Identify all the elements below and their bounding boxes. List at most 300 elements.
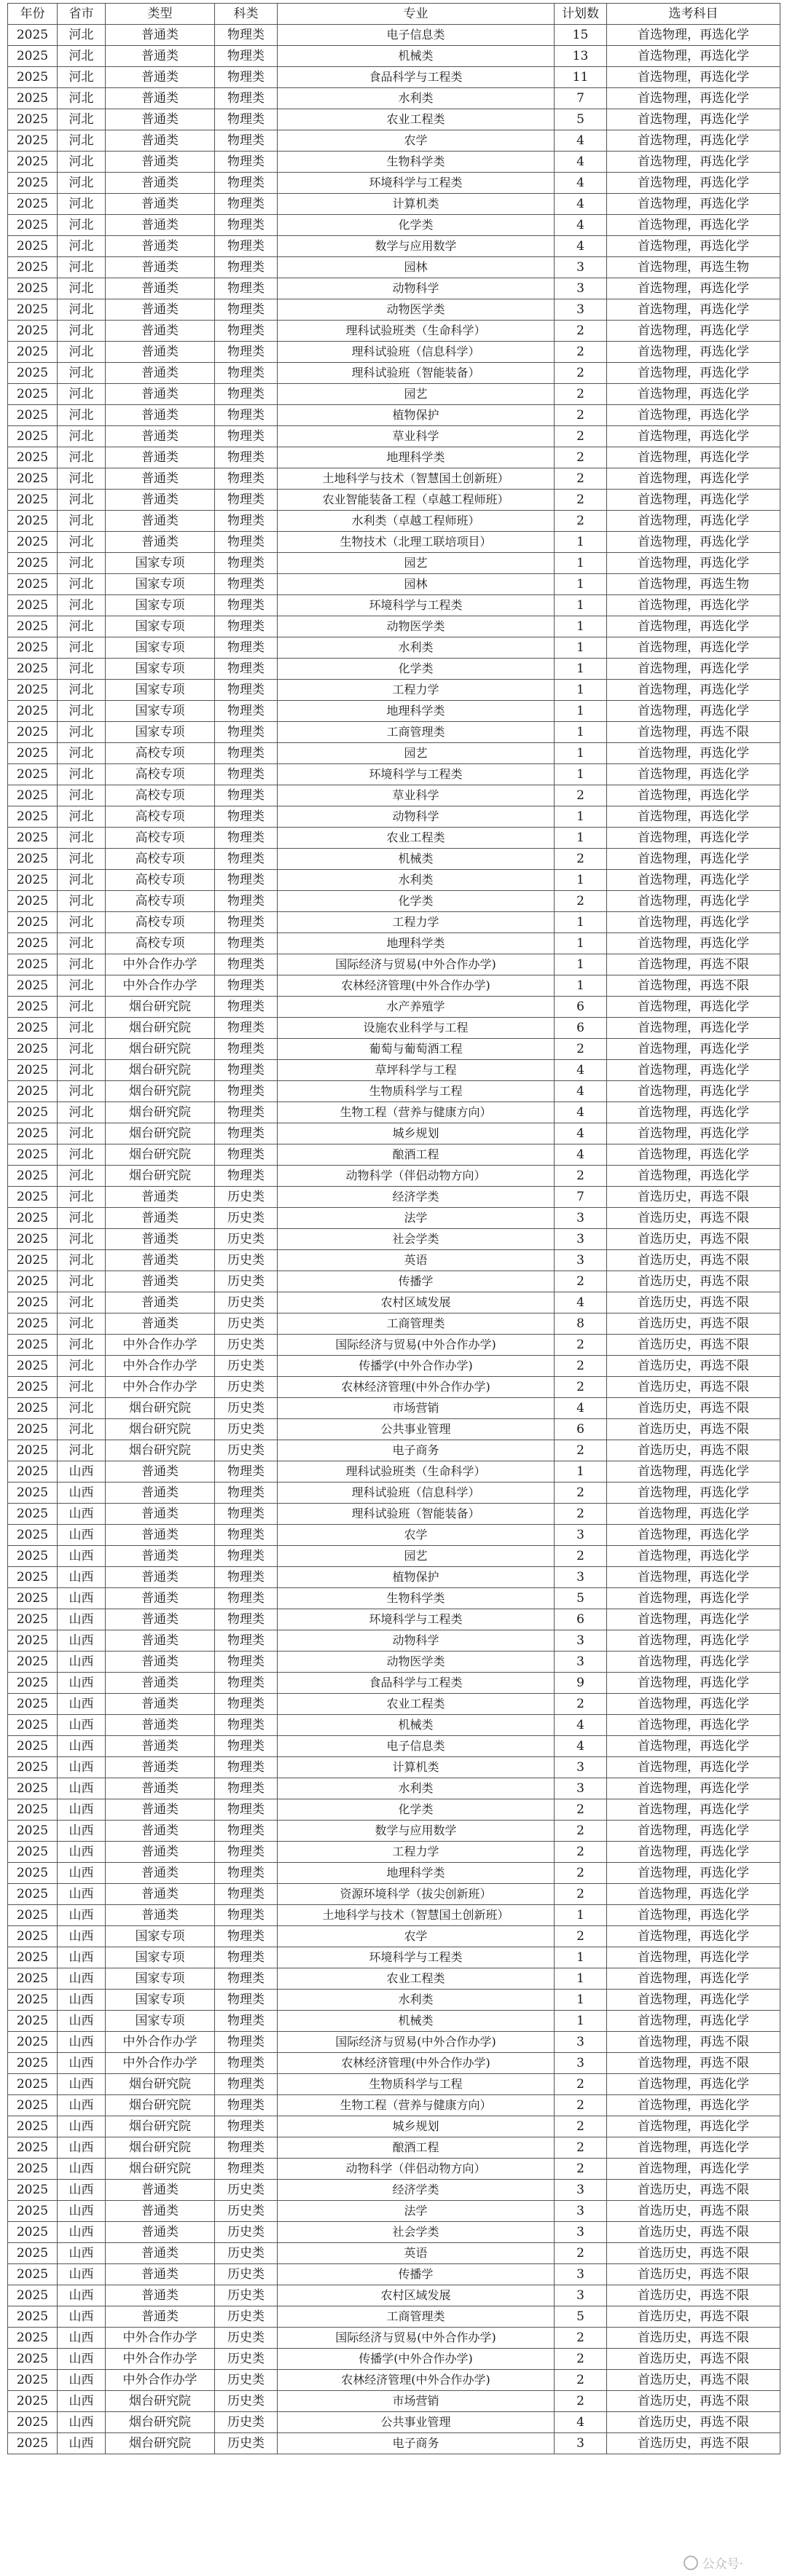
- cell-plan-count: 1: [555, 912, 607, 933]
- table-row: [8, 1483, 780, 1504]
- cell-subject-requirement: 首选物理，再选不限: [607, 722, 780, 743]
- cell-province: 河北: [58, 384, 106, 405]
- cell-category: 历史类: [215, 2328, 278, 2349]
- table-row: [8, 1229, 780, 1250]
- cell-plan-count: 4: [555, 1292, 607, 1313]
- cell-year: 2025: [8, 764, 58, 785]
- cell-year: 2025: [8, 1990, 58, 2011]
- table-row: [8, 975, 780, 997]
- table-row: [8, 933, 780, 954]
- cell-category: 物理类: [215, 426, 278, 447]
- table-row: [8, 1313, 780, 1335]
- cell-subject-requirement: 首选历史，再选不限: [607, 2391, 780, 2412]
- cell-major: 生物质科学与工程: [278, 1081, 555, 1102]
- cell-category: 历史类: [215, 1398, 278, 1419]
- cell-type: 普通类: [106, 236, 215, 257]
- cell-year: 2025: [8, 1419, 58, 1440]
- cell-type: 普通类: [106, 1884, 215, 1905]
- cell-major: 园艺: [278, 553, 555, 574]
- cell-major: 动物科学: [278, 1630, 555, 1652]
- cell-major: 资源环境科学（拔尖创新班）: [278, 1884, 555, 1905]
- cell-province: 河北: [58, 891, 106, 912]
- cell-year: 2025: [8, 426, 58, 447]
- cell-plan-count: 1: [555, 553, 607, 574]
- cell-major: 水利类: [278, 1778, 555, 1799]
- cell-major: 水利类: [278, 870, 555, 891]
- cell-type: 普通类: [106, 1292, 215, 1313]
- table-row: [8, 1187, 780, 1208]
- cell-major: 植物保护: [278, 405, 555, 426]
- cell-plan-count: 2: [555, 785, 607, 806]
- table-row: [8, 1757, 780, 1778]
- cell-year: 2025: [8, 109, 58, 130]
- cell-plan-count: 4: [555, 1715, 607, 1736]
- cell-major: 城乡规划: [278, 2116, 555, 2137]
- cell-plan-count: 3: [555, 1250, 607, 1271]
- cell-year: 2025: [8, 1504, 58, 1525]
- cell-category: 物理类: [215, 553, 278, 574]
- cell-category: 物理类: [215, 806, 278, 828]
- cell-subject-requirement: 首选历史，再选不限: [607, 2306, 780, 2328]
- cell-province: 河北: [58, 849, 106, 870]
- cell-subject-requirement: 首选物理，再选化学: [607, 1884, 780, 1905]
- cell-subject-requirement: 首选物理，再选化学: [607, 1863, 780, 1884]
- wechat-icon: [684, 2556, 698, 2570]
- cell-plan-count: 1: [555, 1905, 607, 1926]
- cell-type: 普通类: [106, 1546, 215, 1567]
- table-row: [8, 1271, 780, 1292]
- cell-major: 传播学: [278, 2264, 555, 2285]
- cell-province: 河北: [58, 1060, 106, 1081]
- cell-type: 普通类: [106, 215, 215, 236]
- cell-year: 2025: [8, 701, 58, 722]
- cell-category: 物理类: [215, 1567, 278, 1588]
- cell-plan-count: 3: [555, 257, 607, 278]
- cell-major: 食品科学与工程类: [278, 67, 555, 88]
- cell-category: 物理类: [215, 849, 278, 870]
- cell-type: 高校专项: [106, 764, 215, 785]
- cell-province: 山西: [58, 1905, 106, 1926]
- cell-category: 物理类: [215, 722, 278, 743]
- cell-plan-count: 2: [555, 1166, 607, 1187]
- table-row: [8, 1863, 780, 1884]
- cell-category: 物理类: [215, 1863, 278, 1884]
- cell-year: 2025: [8, 975, 58, 997]
- cell-subject-requirement: 首选物理，再选化学: [607, 1968, 780, 1990]
- cell-type: 普通类: [106, 257, 215, 278]
- cell-category: 物理类: [215, 1926, 278, 1947]
- cell-category: 历史类: [215, 2391, 278, 2412]
- cell-category: 物理类: [215, 342, 278, 363]
- cell-type: 普通类: [106, 342, 215, 363]
- cell-subject-requirement: 首选物理，再选化学: [607, 1821, 780, 1842]
- cell-category: 历史类: [215, 1377, 278, 1398]
- table-row: [8, 236, 780, 257]
- cell-major: 水利类: [278, 88, 555, 109]
- cell-province: 山西: [58, 2349, 106, 2370]
- cell-province: 山西: [58, 2201, 106, 2222]
- table-row: [8, 1250, 780, 1271]
- cell-subject-requirement: 首选历史，再选不限: [607, 1313, 780, 1335]
- cell-category: 物理类: [215, 1461, 278, 1483]
- cell-major: 动物医学类: [278, 299, 555, 321]
- cell-year: 2025: [8, 1715, 58, 1736]
- cell-province: 河北: [58, 1419, 106, 1440]
- cell-type: 国家专项: [106, 1990, 215, 2011]
- table-row: [8, 215, 780, 236]
- table-row: [8, 2412, 780, 2433]
- cell-province: 河北: [58, 130, 106, 152]
- cell-category: 历史类: [215, 1271, 278, 1292]
- cell-subject-requirement: 首选物理，再选化学: [607, 891, 780, 912]
- cell-subject-requirement: 首选物理，再选化学: [607, 1546, 780, 1567]
- cell-year: 2025: [8, 828, 58, 849]
- cell-subject-requirement: 首选物理，再选化学: [607, 299, 780, 321]
- cell-type: 普通类: [106, 1905, 215, 1926]
- cell-type: 高校专项: [106, 912, 215, 933]
- cell-major: 草业科学: [278, 785, 555, 806]
- cell-subject-requirement: 首选物理，再选化学: [607, 680, 780, 701]
- cell-year: 2025: [8, 25, 58, 46]
- cell-major: 动物医学类: [278, 616, 555, 637]
- cell-province: 河北: [58, 997, 106, 1018]
- cell-major: 社会学类: [278, 2222, 555, 2243]
- cell-plan-count: 2: [555, 1863, 607, 1884]
- cell-year: 2025: [8, 891, 58, 912]
- cell-year: 2025: [8, 278, 58, 299]
- cell-subject-requirement: 首选物理，再选化学: [607, 553, 780, 574]
- cell-subject-requirement: 首选物理，再选化学: [607, 2137, 780, 2159]
- cell-year: 2025: [8, 616, 58, 637]
- cell-major: 农林经济管理(中外合作办学): [278, 975, 555, 997]
- cell-province: 山西: [58, 1504, 106, 1525]
- cell-type: 烟台研究院: [106, 2412, 215, 2433]
- cell-subject-requirement: 首选物理，再选生物: [607, 257, 780, 278]
- cell-plan-count: 3: [555, 1652, 607, 1673]
- cell-subject-requirement: 首选物理，再选化学: [607, 426, 780, 447]
- cell-category: 物理类: [215, 2116, 278, 2137]
- cell-province: 河北: [58, 1018, 106, 1039]
- cell-subject-requirement: 首选物理，再选化学: [607, 764, 780, 785]
- cell-type: 普通类: [106, 1229, 215, 1250]
- cell-year: 2025: [8, 405, 58, 426]
- cell-subject-requirement: 首选历史，再选不限: [607, 2370, 780, 2391]
- cell-province: 河北: [58, 870, 106, 891]
- cell-plan-count: 3: [555, 2032, 607, 2053]
- cell-subject-requirement: 首选物理，再选化学: [607, 828, 780, 849]
- header-row: [8, 4, 780, 25]
- cell-type: 高校专项: [106, 891, 215, 912]
- cell-province: 山西: [58, 2159, 106, 2180]
- cell-plan-count: 11: [555, 67, 607, 88]
- cell-type: 烟台研究院: [106, 2391, 215, 2412]
- cell-year: 2025: [8, 257, 58, 278]
- cell-type: 普通类: [106, 1715, 215, 1736]
- cell-year: 2025: [8, 1483, 58, 1504]
- table-row: [8, 1419, 780, 1440]
- cell-plan-count: 13: [555, 46, 607, 67]
- table-row: [8, 1335, 780, 1356]
- cell-province: 山西: [58, 2032, 106, 2053]
- cell-subject-requirement: 首选历史，再选不限: [607, 2264, 780, 2285]
- cell-plan-count: 2: [555, 1335, 607, 1356]
- cell-subject-requirement: 首选物理，再选化学: [607, 1694, 780, 1715]
- cell-type: 普通类: [106, 2222, 215, 2243]
- cell-plan-count: 1: [555, 975, 607, 997]
- cell-province: 河北: [58, 215, 106, 236]
- cell-subject-requirement: 首选物理，再选化学: [607, 1567, 780, 1588]
- cell-plan-count: 1: [555, 680, 607, 701]
- table-row: [8, 1588, 780, 1609]
- cell-major: 水产养殖学: [278, 997, 555, 1018]
- cell-major: 农业工程类: [278, 1968, 555, 1990]
- cell-type: 国家专项: [106, 680, 215, 701]
- cell-province: 山西: [58, 1778, 106, 1799]
- table-row: [8, 426, 780, 447]
- cell-type: 中外合作办学: [106, 1377, 215, 1398]
- cell-province: 山西: [58, 1863, 106, 1884]
- cell-year: 2025: [8, 2243, 58, 2264]
- cell-province: 河北: [58, 1229, 106, 1250]
- cell-major: 农林经济管理(中外合作办学): [278, 2053, 555, 2074]
- cell-province: 河北: [58, 426, 106, 447]
- cell-category: 历史类: [215, 2349, 278, 2370]
- table-row: [8, 553, 780, 574]
- cell-type: 普通类: [106, 1630, 215, 1652]
- cell-subject-requirement: 首选物理，再选化学: [607, 173, 780, 194]
- table-row: [8, 1630, 780, 1652]
- cell-province: 山西: [58, 1926, 106, 1947]
- cell-subject-requirement: 首选物理，再选化学: [607, 278, 780, 299]
- cell-type: 普通类: [106, 532, 215, 553]
- cell-category: 物理类: [215, 1504, 278, 1525]
- cell-subject-requirement: 首选物理，再选化学: [607, 1842, 780, 1863]
- cell-plan-count: 2: [555, 363, 607, 384]
- table-row: [8, 468, 780, 490]
- cell-subject-requirement: 首选历史，再选不限: [607, 1377, 780, 1398]
- cell-major: 生物科学类: [278, 1588, 555, 1609]
- cell-category: 物理类: [215, 1694, 278, 1715]
- cell-subject-requirement: 首选物理，再选化学: [607, 25, 780, 46]
- cell-subject-requirement: 首选历史，再选不限: [607, 1208, 780, 1229]
- cell-category: 历史类: [215, 2264, 278, 2285]
- cell-category: 物理类: [215, 1757, 278, 1778]
- cell-province: 河北: [58, 1102, 106, 1123]
- cell-year: 2025: [8, 2032, 58, 2053]
- cell-major: 理科试验班（智能装备）: [278, 1504, 555, 1525]
- cell-year: 2025: [8, 595, 58, 616]
- cell-province: 山西: [58, 1525, 106, 1546]
- table-row: [8, 278, 780, 299]
- cell-plan-count: 3: [555, 1525, 607, 1546]
- cell-subject-requirement: 首选物理，再选化学: [607, 912, 780, 933]
- table-row: [8, 659, 780, 680]
- cell-year: 2025: [8, 1567, 58, 1588]
- cell-year: 2025: [8, 680, 58, 701]
- cell-province: 山西: [58, 1630, 106, 1652]
- cell-type: 中外合作办学: [106, 2053, 215, 2074]
- cell-province: 河北: [58, 342, 106, 363]
- cell-year: 2025: [8, 2391, 58, 2412]
- cell-plan-count: 3: [555, 278, 607, 299]
- cell-province: 山西: [58, 1821, 106, 1842]
- cell-major: 动物科学（伴侣动物方向）: [278, 1166, 555, 1187]
- cell-province: 河北: [58, 468, 106, 490]
- cell-type: 国家专项: [106, 553, 215, 574]
- cell-category: 物理类: [215, 1018, 278, 1039]
- cell-subject-requirement: 首选物理，再选化学: [607, 997, 780, 1018]
- cell-year: 2025: [8, 1588, 58, 1609]
- cell-plan-count: 2: [555, 405, 607, 426]
- table-row: [8, 1018, 780, 1039]
- cell-plan-count: 2: [555, 2370, 607, 2391]
- cell-category: 历史类: [215, 1208, 278, 1229]
- cell-year: 2025: [8, 1694, 58, 1715]
- cell-major: 设施农业科学与工程: [278, 1018, 555, 1039]
- cell-year: 2025: [8, 130, 58, 152]
- cell-subject-requirement: 首选物理，再选化学: [607, 785, 780, 806]
- cell-major: 市场营销: [278, 1398, 555, 1419]
- table-row: [8, 1673, 780, 1694]
- cell-province: 河北: [58, 405, 106, 426]
- cell-category: 物理类: [215, 173, 278, 194]
- cell-plan-count: 4: [555, 1060, 607, 1081]
- cell-type: 烟台研究院: [106, 997, 215, 1018]
- cell-province: 河北: [58, 1187, 106, 1208]
- cell-province: 河北: [58, 173, 106, 194]
- cell-type: 普通类: [106, 278, 215, 299]
- cell-subject-requirement: 首选物理，再选化学: [607, 743, 780, 764]
- cell-type: 烟台研究院: [106, 2095, 215, 2116]
- table-row: [8, 363, 780, 384]
- cell-year: 2025: [8, 173, 58, 194]
- cell-category: 物理类: [215, 88, 278, 109]
- cell-category: 物理类: [215, 2011, 278, 2032]
- cell-subject-requirement: 首选历史，再选不限: [607, 1229, 780, 1250]
- cell-subject-requirement: 首选物理，再选化学: [607, 1102, 780, 1123]
- cell-type: 烟台研究院: [106, 2074, 215, 2095]
- cell-year: 2025: [8, 2180, 58, 2201]
- cell-subject-requirement: 首选物理，再选化学: [607, 1018, 780, 1039]
- cell-category: 物理类: [215, 215, 278, 236]
- cell-category: 物理类: [215, 1715, 278, 1736]
- cell-subject-requirement: 首选物理，再选化学: [607, 1630, 780, 1652]
- cell-province: 山西: [58, 1990, 106, 2011]
- cell-subject-requirement: 首选物理，再选化学: [607, 109, 780, 130]
- table-row: [8, 321, 780, 342]
- table-row: [8, 1398, 780, 1419]
- cell-province: 河北: [58, 236, 106, 257]
- cell-year: 2025: [8, 1799, 58, 1821]
- table-header: [8, 4, 780, 25]
- cell-type: 高校专项: [106, 743, 215, 764]
- cell-major: 工商管理类: [278, 2306, 555, 2328]
- cell-type: 烟台研究院: [106, 1166, 215, 1187]
- cell-plan-count: 2: [555, 1884, 607, 1905]
- cell-plan-count: 1: [555, 616, 607, 637]
- cell-plan-count: 2: [555, 1504, 607, 1525]
- table-row: [8, 1102, 780, 1123]
- cell-year: 2025: [8, 342, 58, 363]
- cell-type: 中外合作办学: [106, 954, 215, 975]
- table-row: [8, 1081, 780, 1102]
- table-row: [8, 1525, 780, 1546]
- table-row: [8, 701, 780, 722]
- cell-plan-count: 4: [555, 173, 607, 194]
- cell-subject-requirement: 首选物理，再选化学: [607, 849, 780, 870]
- cell-province: 河北: [58, 1081, 106, 1102]
- cell-type: 普通类: [106, 2264, 215, 2285]
- cell-subject-requirement: 首选物理，再选化学: [607, 806, 780, 828]
- cell-major: 机械类: [278, 2011, 555, 2032]
- cell-plan-count: 2: [555, 2349, 607, 2370]
- cell-year: 2025: [8, 67, 58, 88]
- cell-province: 山西: [58, 1968, 106, 1990]
- cell-plan-count: 5: [555, 109, 607, 130]
- table-row: [8, 785, 780, 806]
- cell-category: 物理类: [215, 1842, 278, 1863]
- cell-subject-requirement: 首选物理，再选化学: [607, 637, 780, 659]
- cell-category: 物理类: [215, 67, 278, 88]
- cell-category: 物理类: [215, 321, 278, 342]
- table-row: [8, 1546, 780, 1567]
- cell-subject-requirement: 首选物理，再选化学: [607, 1799, 780, 1821]
- cell-major: 土地科学与技术（智慧国土创新班）: [278, 468, 555, 490]
- cell-province: 河北: [58, 722, 106, 743]
- table-row: [8, 954, 780, 975]
- cell-province: 河北: [58, 490, 106, 511]
- cell-subject-requirement: 首选物理，再选化学: [607, 1757, 780, 1778]
- cell-category: 物理类: [215, 1060, 278, 1081]
- table-row: [8, 1652, 780, 1673]
- cell-year: 2025: [8, 659, 58, 680]
- cell-year: 2025: [8, 2306, 58, 2328]
- cell-plan-count: 4: [555, 2412, 607, 2433]
- cell-plan-count: 3: [555, 2053, 607, 2074]
- cell-category: 历史类: [215, 1292, 278, 1313]
- cell-plan-count: 6: [555, 1419, 607, 1440]
- cell-subject-requirement: 首选物理，再选化学: [607, 447, 780, 468]
- cell-year: 2025: [8, 2053, 58, 2074]
- table-row: [8, 2011, 780, 2032]
- cell-plan-count: 2: [555, 2137, 607, 2159]
- cell-year: 2025: [8, 511, 58, 532]
- cell-type: 高校专项: [106, 933, 215, 954]
- cell-subject-requirement: 首选物理，再选化学: [607, 342, 780, 363]
- cell-plan-count: 5: [555, 1588, 607, 1609]
- cell-category: 物理类: [215, 701, 278, 722]
- cell-plan-count: 2: [555, 1039, 607, 1060]
- table-row: [8, 1377, 780, 1398]
- cell-type: 普通类: [106, 426, 215, 447]
- cell-year: 2025: [8, 2285, 58, 2306]
- cell-category: 物理类: [215, 152, 278, 173]
- cell-subject-requirement: 首选物理，再选化学: [607, 1715, 780, 1736]
- cell-type: 普通类: [106, 1694, 215, 1715]
- cell-subject-requirement: 首选历史，再选不限: [607, 1292, 780, 1313]
- table-row: [8, 2243, 780, 2264]
- cell-major: 化学类: [278, 215, 555, 236]
- cell-type: 普通类: [106, 384, 215, 405]
- cell-plan-count: 2: [555, 2159, 607, 2180]
- cell-province: 山西: [58, 2391, 106, 2412]
- cell-category: 物理类: [215, 595, 278, 616]
- cell-year: 2025: [8, 2095, 58, 2116]
- cell-category: 历史类: [215, 1229, 278, 1250]
- cell-type: 普通类: [106, 1461, 215, 1483]
- cell-major: 国际经济与贸易(中外合作办学): [278, 1335, 555, 1356]
- cell-type: 普通类: [106, 1313, 215, 1335]
